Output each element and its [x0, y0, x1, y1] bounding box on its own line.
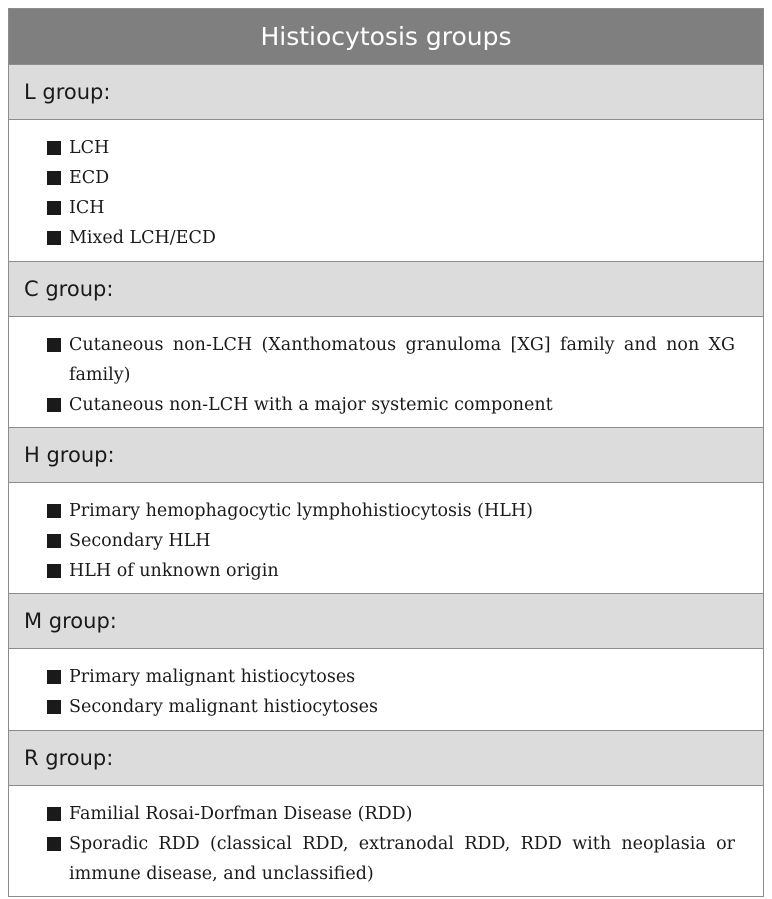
square-bullet-icon [47, 231, 61, 245]
square-bullet-icon [47, 338, 61, 352]
group-body-r [9, 785, 763, 896]
list-item: Primary hemophagocytic lymphohistiocytosis (HLH) [47, 496, 735, 526]
group-body-m [9, 648, 763, 730]
square-bullet-icon [47, 171, 61, 185]
square-bullet-icon [47, 534, 61, 548]
group-header-l: L group: [9, 64, 763, 119]
list-item: Secondary HLH [47, 526, 735, 556]
list-item: Primary malignant histiocytoses [47, 662, 735, 692]
table-title: Histiocytosis groups [9, 9, 763, 64]
group-header-m: M group: [9, 593, 763, 648]
list-item: ICH [47, 193, 735, 223]
square-bullet-icon [47, 504, 61, 518]
square-bullet-icon [47, 141, 61, 155]
histiocytosis-table [8, 8, 764, 897]
list-item: Sporadic RDD (classical RDD, extranodal RDD, RDD with neoplasia or immune disease, and unclassified) [47, 829, 735, 889]
group-header-r: R group: [9, 730, 763, 785]
group-body-c [9, 316, 763, 427]
group-header-h: H group: [9, 427, 763, 482]
square-bullet-icon [47, 700, 61, 714]
square-bullet-icon [47, 807, 61, 821]
group-body-l [9, 119, 763, 261]
list-item: HLH of unknown origin [47, 556, 735, 586]
list-item: LCH [47, 133, 735, 163]
list-item: Familial Rosai-Dorfman Disease (RDD) [47, 799, 735, 829]
group-header-c: C group: [9, 261, 763, 316]
list-item: ECD [47, 163, 735, 193]
group-body-h [9, 482, 763, 593]
square-bullet-icon [47, 670, 61, 684]
square-bullet-icon [47, 837, 61, 851]
list-item: Secondary malignant histiocytoses [47, 692, 735, 722]
square-bullet-icon [47, 564, 61, 578]
list-item: Cutaneous non-LCH with a major systemic component [47, 390, 735, 420]
list-item: Mixed LCH/ECD [47, 223, 735, 253]
square-bullet-icon [47, 201, 61, 215]
list-item: Cutaneous non-LCH (Xanthomatous granuloma [XG] family and non XG family) [47, 330, 735, 390]
square-bullet-icon [47, 398, 61, 412]
